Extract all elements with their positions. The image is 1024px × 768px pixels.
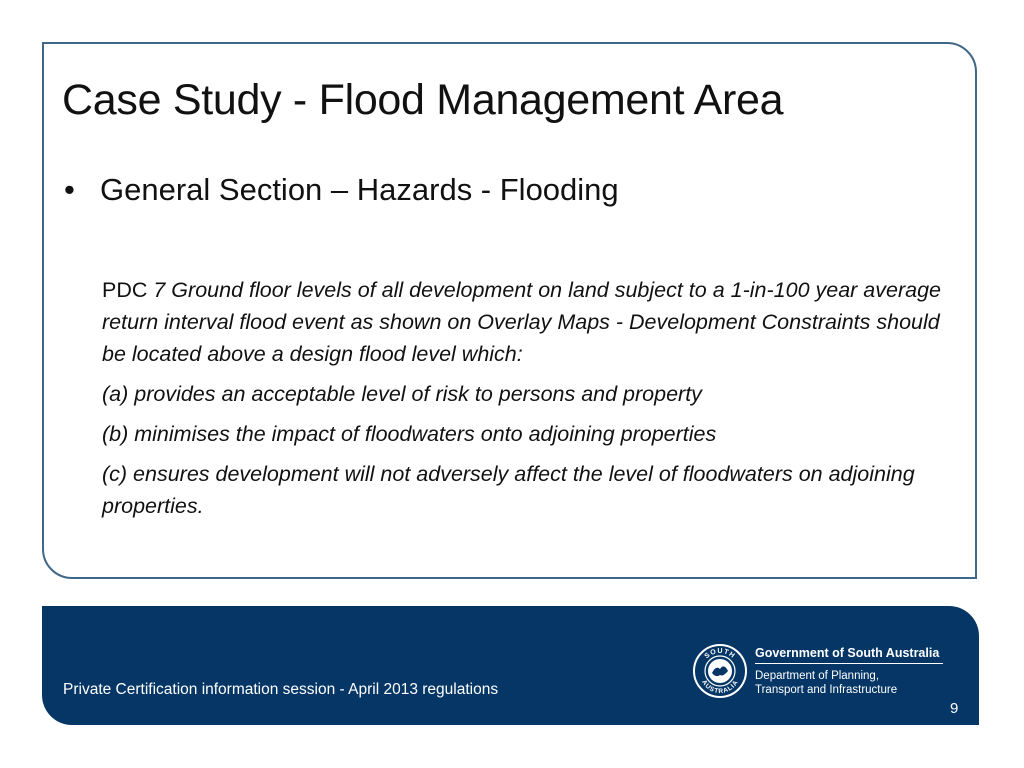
department-name xyxy=(755,669,943,697)
item-b-text: (b) minimises the impact of floodwaters onto adjoining properties xyxy=(102,422,717,446)
svg-text:SOUTH xyxy=(704,648,737,660)
item-c xyxy=(102,458,962,522)
page-number: 9 xyxy=(950,700,959,717)
item-b xyxy=(102,418,962,450)
item-c-text: (c) ensures development will not adversely affect the level of floodwaters on adjoining properties. xyxy=(102,462,915,518)
department-line-1: Department of Planning, xyxy=(755,670,880,682)
footer-session-text: Private Certification information session - April 2013 regulations xyxy=(63,681,499,698)
item-a-text: (a) provides an acceptable level of risk to persons and property xyxy=(102,382,702,406)
body-text xyxy=(102,274,962,530)
pdc-text: 7 Ground floor levels of all development on land subject to a 1-in-100 year average return interval flood event as shown on Overlay Maps - Development Constraints should be located above a design flood level which: xyxy=(102,278,941,366)
seal-text-top: SOUTH xyxy=(703,647,737,661)
bullet-text: General Section – Hazards - Flooding xyxy=(100,172,619,207)
pdc-paragraph xyxy=(102,274,962,370)
bullet-marker: • xyxy=(64,172,75,207)
government-name: Government of South Australia xyxy=(755,646,943,664)
bullet-item xyxy=(64,172,619,208)
seal-text-bottom: AUSTRALIA xyxy=(700,678,740,696)
item-a xyxy=(102,378,962,410)
government-logo-block xyxy=(755,646,943,697)
department-line-2: Transport and Infrastructure xyxy=(755,684,898,696)
government-seal-icon xyxy=(692,643,748,699)
pdc-prefix: PDC xyxy=(102,278,148,302)
slide-title: Case Study - Flood Management Area xyxy=(62,76,784,124)
